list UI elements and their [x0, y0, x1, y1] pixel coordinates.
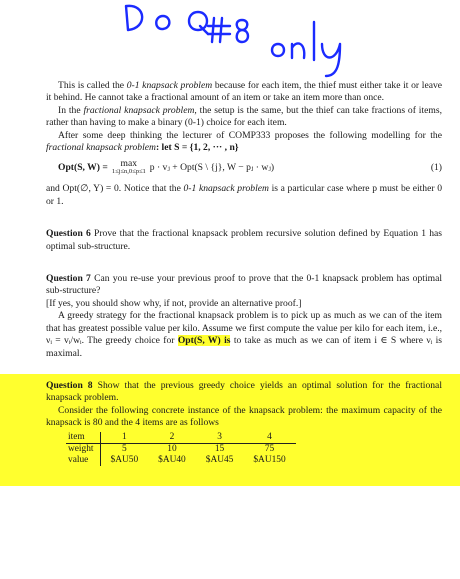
handwriting-letter-d — [126, 6, 142, 30]
question-7 — [46, 273, 442, 298]
max-operator: max — [120, 158, 138, 170]
question-6 — [46, 228, 442, 253]
row-label-item: item — [66, 432, 100, 444]
question-label: Question 8 — [46, 379, 93, 391]
table-cell: 15 — [214, 443, 225, 454]
document-page — [46, 80, 442, 486]
text: , the setup is the same, but the thief can take fractions of items, rather than having to make a binary (0-1) choice for each item. — [46, 104, 442, 129]
table-cell: $AU50 — [110, 454, 139, 465]
row-label-weight: weight — [66, 443, 100, 455]
handwriting-digit-8 — [237, 20, 248, 42]
question-text: Show that the previous greedy choice yields an optimal solution for the fractional knapsack problem. — [46, 379, 442, 404]
items-table — [66, 432, 296, 466]
text: to take as much as we can of item i ∈ S where νᵢ is maximal. — [46, 335, 442, 359]
paragraph-fractional — [46, 105, 442, 130]
table-row — [66, 455, 296, 466]
term: fractional knapsack problem — [83, 104, 195, 116]
table-row — [66, 443, 296, 455]
text: This is called the — [58, 80, 127, 91]
table-cell: 3 — [196, 432, 244, 444]
table-cell: 75 — [264, 443, 275, 454]
highlighted-question-8 — [0, 374, 460, 486]
paragraph-modelling — [46, 130, 442, 155]
set-definition: : let S = {1, 2, ··· , n} — [155, 142, 239, 154]
question-8 — [46, 380, 442, 405]
table-cell: 1 — [100, 432, 148, 444]
paragraph-greedy — [46, 310, 442, 360]
handwriting-letter-n — [292, 43, 304, 58]
handwritten-note — [0, 0, 460, 80]
text: is a particular case where p must be either 0 or 1. — [46, 183, 442, 207]
equation-number: (1) — [430, 162, 442, 174]
row-label-value: value — [66, 455, 100, 466]
equation-max — [112, 160, 146, 176]
table-cell: 10 — [167, 443, 177, 454]
text: A greedy strategy for the fractional knapsack problem is to pick up as much as we can of the item that has greatest possible value per kilo. Assume we first compute the value per kilo for each item, i.e., νᵢ = vᵢ/wᵢ. The greedy choice for — [46, 310, 442, 347]
text: In the — [58, 104, 84, 116]
table-cell: $AU45 — [205, 454, 234, 465]
handwriting-letter-o2 — [272, 44, 284, 56]
table-cell: 4 — [243, 432, 295, 444]
equation-rhs: p · vⱼ + Opt(S \ {j}, W − pⱼ · wⱼ) — [149, 162, 275, 174]
handwriting-letter-q — [189, 12, 208, 34]
paragraph-instance: Consider the following concrete instance of the knapsack problem: the maximum capacity of the knapsack is 80 and the 4 items are as follows — [46, 404, 442, 429]
question-label: Question 7 — [46, 273, 91, 285]
question-text: Can you re-use your previous proof to prove that the 0-1 knapsack problem has optimal sub-structure? — [46, 273, 442, 297]
text: because for each item, the thief must either take it or leave it behind. He cannot take a fractional amount of an item or take an item more than once. — [46, 80, 443, 104]
table-cell: 5 — [121, 443, 127, 454]
text: After some deep thinking the lecturer of COMP333 proposes the following modelling for the — [58, 129, 442, 141]
max-subscript: 1≤j≤n,0≤p≤1 — [111, 168, 146, 176]
handwriting-letter-o — [156, 16, 169, 29]
table-row — [66, 432, 296, 444]
paragraph-base-case — [46, 183, 442, 208]
paragraph-0-1-knapsack — [46, 80, 442, 105]
table-cell: $AU40 — [158, 454, 186, 465]
question-text: Prove that the fractional knapsack problem recursive solution defined by Equation 1 has optimal sub-structure. — [46, 228, 443, 252]
handwriting-letter-y — [322, 44, 340, 76]
equation-lhs: Opt(S, W) = — [58, 162, 108, 174]
handwriting-hash — [208, 18, 230, 42]
term: 0-1 knapsack problem — [126, 80, 213, 91]
question-label: Question 6 — [46, 228, 91, 240]
text: and Opt(∅, Y) = 0. Notice that the — [46, 183, 184, 195]
equation-1 — [46, 160, 442, 176]
table-cell: 2 — [148, 432, 196, 444]
term: fractional knapsack problem — [46, 142, 156, 154]
term: 0-1 knapsack problem — [183, 183, 269, 195]
question-7-note: [If yes, you should show why, if not, provide an alternative proof.] — [46, 297, 302, 309]
highlighted-text: Opt(S, W) is — [177, 335, 231, 347]
table-cell: $AU150 — [253, 454, 286, 465]
